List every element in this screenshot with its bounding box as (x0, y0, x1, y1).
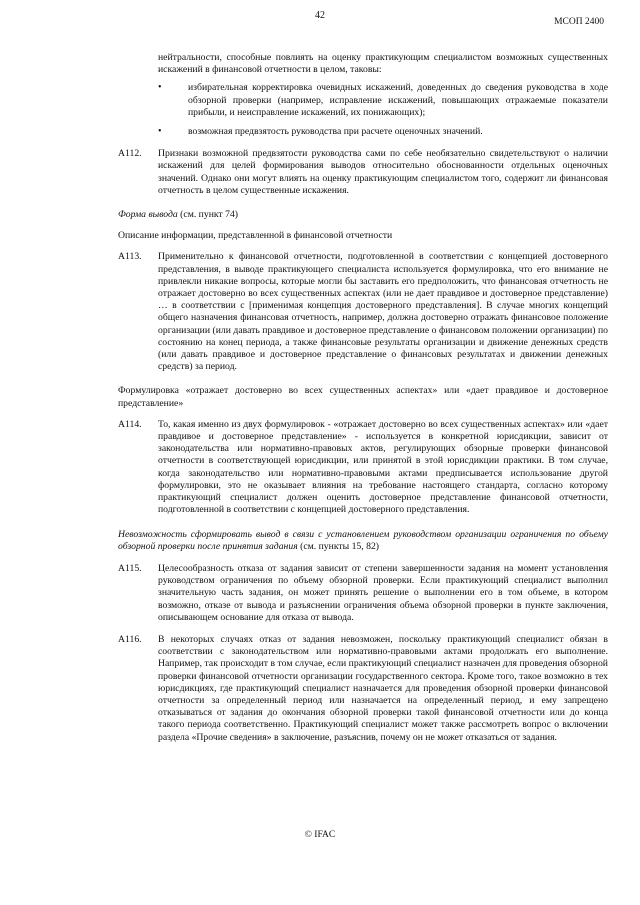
paragraph-text: Признаки возможной предвзятости руководства сами по себе необязательно свидетельствуют о наличии искажений для целей формирования выводов относительно обоснованности отдельных оценочных значений. Однако они могут влиять на оценку практикующим специалистом того, содержит ли финансовая отчетность в целом существенные искажения. (158, 148, 608, 196)
page-number: 42 (315, 10, 325, 21)
form-heading-ref: (см. пункт 74) (177, 209, 239, 221)
paragraph-a112 (118, 148, 608, 197)
bullet-item (158, 82, 608, 119)
paragraph-text: Целесообразность отказа от задания зависит от степени завершенности задания на момент установления руководством ограничения по объему обзорной проверки. Если практикующий специалист выполнил значительную часть задания, он может принять решение о выполнении его в том объеме, в котором возможно, отказе от вывода и разъяснении ограничения объема обзорной проверки в пункте заключения, описывающем основание для отказа от вывода. (158, 562, 608, 623)
bullet-text: возможная предвзятость руководства при расчете оценочных значений. (188, 126, 483, 138)
impossibility-heading (118, 529, 608, 553)
bullet-dot-icon: • (158, 126, 162, 138)
intro-text: нейтральности, способные повлиять на оценку практикующим специалистом возможных существенных искажений в финансовой отчетности в целом, таковы: (158, 52, 608, 76)
paragraph-number: A114. (118, 418, 142, 430)
paragraph-a114 (118, 419, 608, 517)
wording-heading: Формулировка «отражает достоверно во всех существенных аспектах» или «дает правдивое и достоверное представление» (118, 385, 608, 409)
paragraph-number: A115. (118, 562, 142, 574)
paragraph-a113 (118, 251, 608, 373)
description-heading: Описание информации, представленной в финансовой отчетности (118, 230, 393, 242)
paragraph-number: A116. (118, 633, 142, 645)
bullet-text: избирательная корректировка очевидных искажений, доведенных до сведения руководства в ходе обзорной проверки (например, исправление искажений, повышающих отражаемые показатели прибыли, и неисправление искажений, их понижающих); (188, 82, 608, 118)
form-heading (118, 209, 608, 221)
form-heading-italic: Форма вывода (118, 209, 178, 221)
bullet-item (158, 126, 608, 138)
document-body (118, 52, 608, 744)
paragraph-text: То, какая именно из двух формулировок - «отражает достоверно во всех существенных аспектах» или «дает правдивое и достоверное представление» - используется в конкретной юрисдикции, зависит от законодательства или нормативно-правовых актов, регулирующих обзорные проверки финансовой отчетности в соответствующей юрисдикции, или принятой в этой юрисдикции практики. В том случае, когда законодательство или нормативно-правовыми актами предписывается использование другой формулировки, это не оказывает влияния на требование настоящего стандарта, согласно которому практикующий специалист должен оценить достоверное представление финансовой отчетности, подготовленной в соответствии с концепцией достоверного представления. (158, 418, 608, 516)
paragraph-a115 (118, 563, 608, 624)
bullet-dot-icon: • (158, 82, 162, 94)
paragraph-number: A112. (118, 148, 142, 160)
footer-copyright: © IFAC (304, 830, 336, 840)
paragraph-text: Применительно к финансовой отчетности, подготовленной в соответствии с концепцией достоверного представления, в выводе практикующего специалиста используется формулировка, что его внимание не привлекли никакие вопросы, которые могли бы заставить его предположить, что финансовая отчетность не отражает достоверно во всех существенных аспектах (или не дает правдивое и достоверное представление) … в соответствии с [применимая концепция достоверного представления]. В случае многих концепций общего назначения финансовая отчетность, например, должна достоверно отражать финансовое положение организации (или давать правдивое и достоверное представление о финансовом положении организации) по состоянию на конец периода, а также финансовые результаты организации и движение денежных средств (или давать правдивое и достоверное представление о финансовых результатах и движении денежных средств) за период. (158, 251, 608, 373)
impossibility-heading-italic: Невозможность сформировать вывод в связи с установлением руководством организации ограничения по объему обзорной проверки после принятия задания (118, 528, 608, 552)
intro-bullet-list (158, 82, 608, 138)
paragraph-text: В некоторых случаях отказ от задания невозможен, поскольку практикующий специалист обязан в соответствии с законодательством или нормативно-правовыми актами продолжать его выполнение. Например, так происходит в том случае, если практикующий специалист назначен для проведения обзорной проверки финансовой отчетности организации государственного сектора. Кроме того, такое возможно в тех юрисдикциях, где практикующий специалист назначается для проведения обзорной проверки финансовой отчетности за определенный период или назначается на определенный период, и ему запрещено отказываться от задания до окончания обзорной проверки такой финансовой отчетности или до конца такого периода соответственно. Практикующий специалист может также рассмотреть вопрос о включении раздела «Прочие сведения» в заключение, разъяснив, почему он не может отказаться от задания. (158, 633, 608, 743)
impossibility-heading-ref: (см. пункты 15, 82) (297, 540, 380, 552)
paragraph-number: A113. (118, 251, 142, 263)
paragraph-a116 (118, 634, 608, 744)
standard-code: МСОП 2400 (554, 17, 604, 27)
